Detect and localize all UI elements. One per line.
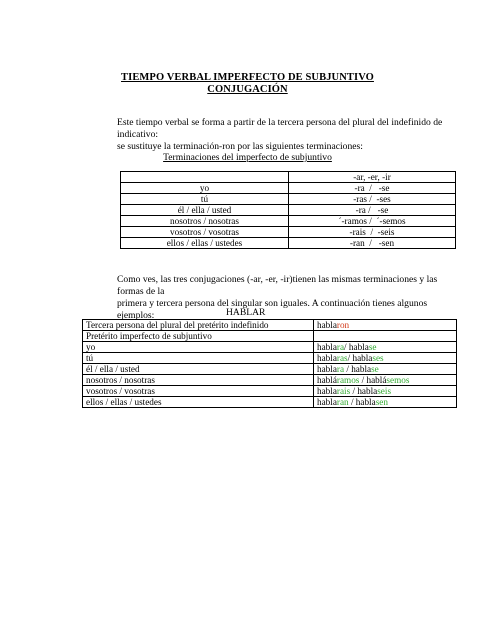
hablar-row — [83, 353, 457, 364]
person-cell: vosotros / vosotras — [83, 386, 314, 397]
note-line-2: primera y tercera persona del singular son iguales. A continuación tienes algunos ejemplos: — [117, 298, 428, 321]
ending: ses — [372, 353, 384, 363]
ending-cell: -ra / -se — [289, 183, 456, 194]
person-cell — [121, 172, 289, 183]
separator: / — [344, 342, 349, 352]
hablar-row — [83, 386, 457, 397]
hablar-row — [83, 364, 457, 375]
terminaciones-row — [121, 227, 456, 238]
terminaciones-row — [121, 216, 456, 227]
intro-paragraph — [117, 117, 457, 153]
ending-ron: ron — [336, 320, 350, 330]
stem: habla — [355, 397, 376, 407]
ending-cell: -ar, -er, -ir — [289, 172, 456, 183]
ending: se — [368, 342, 377, 352]
hablar-subheader-row — [83, 331, 457, 342]
ending: ra — [336, 342, 345, 352]
conjugated-forms — [314, 342, 457, 353]
stem: hablá — [366, 375, 387, 385]
person-cell: nosotros / nosotras — [83, 375, 314, 386]
person-cell: yo — [121, 183, 289, 194]
stem: habla — [317, 386, 337, 396]
person-cell: vosotros / vosotras — [121, 227, 289, 238]
ending: se — [371, 364, 379, 374]
title-line-2: CONJUGACIÓN — [207, 84, 288, 95]
ending: semos — [386, 375, 410, 385]
stem: habla — [352, 353, 373, 363]
terminaciones-row — [121, 238, 456, 249]
separator: / — [347, 353, 353, 363]
note-paragraph — [117, 274, 457, 322]
ending: ramos — [336, 375, 360, 385]
hablar-header-row — [83, 320, 457, 331]
ending: seis — [377, 386, 392, 396]
person-cell: él / ella / usted — [121, 205, 289, 216]
separator: / — [348, 397, 356, 407]
person-cell: nosotros / nosotras — [121, 216, 289, 227]
ending-cell: -ran / -sen — [289, 238, 456, 249]
intro-line-2: se sustituye la terminación-ron por las siguientes terminaciones: — [117, 141, 363, 152]
terminaciones-table — [120, 171, 456, 249]
ending: sen — [375, 397, 388, 407]
hablar-header-form — [314, 320, 457, 331]
stem: habla — [317, 353, 337, 363]
title-line-1: TIEMPO VERBAL IMPERFECTO DE SUBJUNTIVO — [121, 72, 374, 83]
intro-line-1: Este tiempo verbal se forma a partir de la tercera persona del plural del indefinido de indicativo: — [117, 117, 443, 140]
conjugated-forms — [314, 364, 457, 375]
stem: habla — [348, 342, 369, 352]
terminaciones-row — [121, 183, 456, 194]
stem: habla — [317, 397, 337, 407]
conjugated-forms — [314, 375, 457, 386]
separator: / — [344, 364, 352, 374]
hablar-subheader: Pretérito imperfecto de subjuntivo — [83, 331, 314, 342]
stem: hablá — [317, 375, 337, 385]
terminaciones-row — [121, 172, 456, 183]
ending-cell: -rais / -seis — [289, 227, 456, 238]
hablar-row — [83, 342, 457, 353]
ending-cell: -ra / -se — [289, 205, 456, 216]
person-cell: ellos / ellas / ustedes — [83, 397, 314, 408]
person-cell: él / ella / usted — [83, 364, 314, 375]
page-subtitle — [0, 84, 495, 95]
terminaciones-row — [121, 205, 456, 216]
hablar-row — [83, 375, 457, 386]
ending: ras — [336, 353, 348, 363]
conjugated-forms — [314, 397, 457, 408]
stem: habla — [351, 364, 372, 374]
hablar-header-label: Tercera persona del plural del pretérito indefinido — [83, 320, 314, 331]
ending: ran — [336, 397, 349, 407]
terminaciones-caption-text: Terminaciones del imperfecto de subjuntivo — [163, 152, 332, 163]
stem: habla — [317, 342, 337, 352]
conjugated-forms — [314, 386, 457, 397]
ending-cell: ´-ramos / ´-semos — [289, 216, 456, 227]
ending: ra — [336, 364, 345, 374]
hablar-table — [82, 319, 457, 408]
conjugated-forms — [314, 353, 457, 364]
ending-cell: -ras / -ses — [289, 194, 456, 205]
person-cell: tú — [83, 353, 314, 364]
page-title — [0, 72, 495, 83]
person-cell: yo — [83, 342, 314, 353]
stem: habla — [317, 364, 337, 374]
ending: rais — [336, 386, 351, 396]
person-cell: tú — [121, 194, 289, 205]
empty-cell — [314, 331, 457, 342]
terminaciones-row — [121, 194, 456, 205]
stem: habla — [357, 386, 378, 396]
separator: / — [359, 375, 367, 385]
note-line-1: Como ves, las tres conjugaciones (-ar, -er, -ir)tienen las mismas terminaciones y las formas de la — [117, 274, 438, 297]
terminaciones-caption — [0, 152, 495, 163]
person-cell: ellos / ellas / ustedes — [121, 238, 289, 249]
hablar-row — [83, 397, 457, 408]
hablar-label: HABLAR — [226, 307, 266, 318]
stem: habla — [317, 320, 337, 330]
separator: / — [350, 386, 358, 396]
